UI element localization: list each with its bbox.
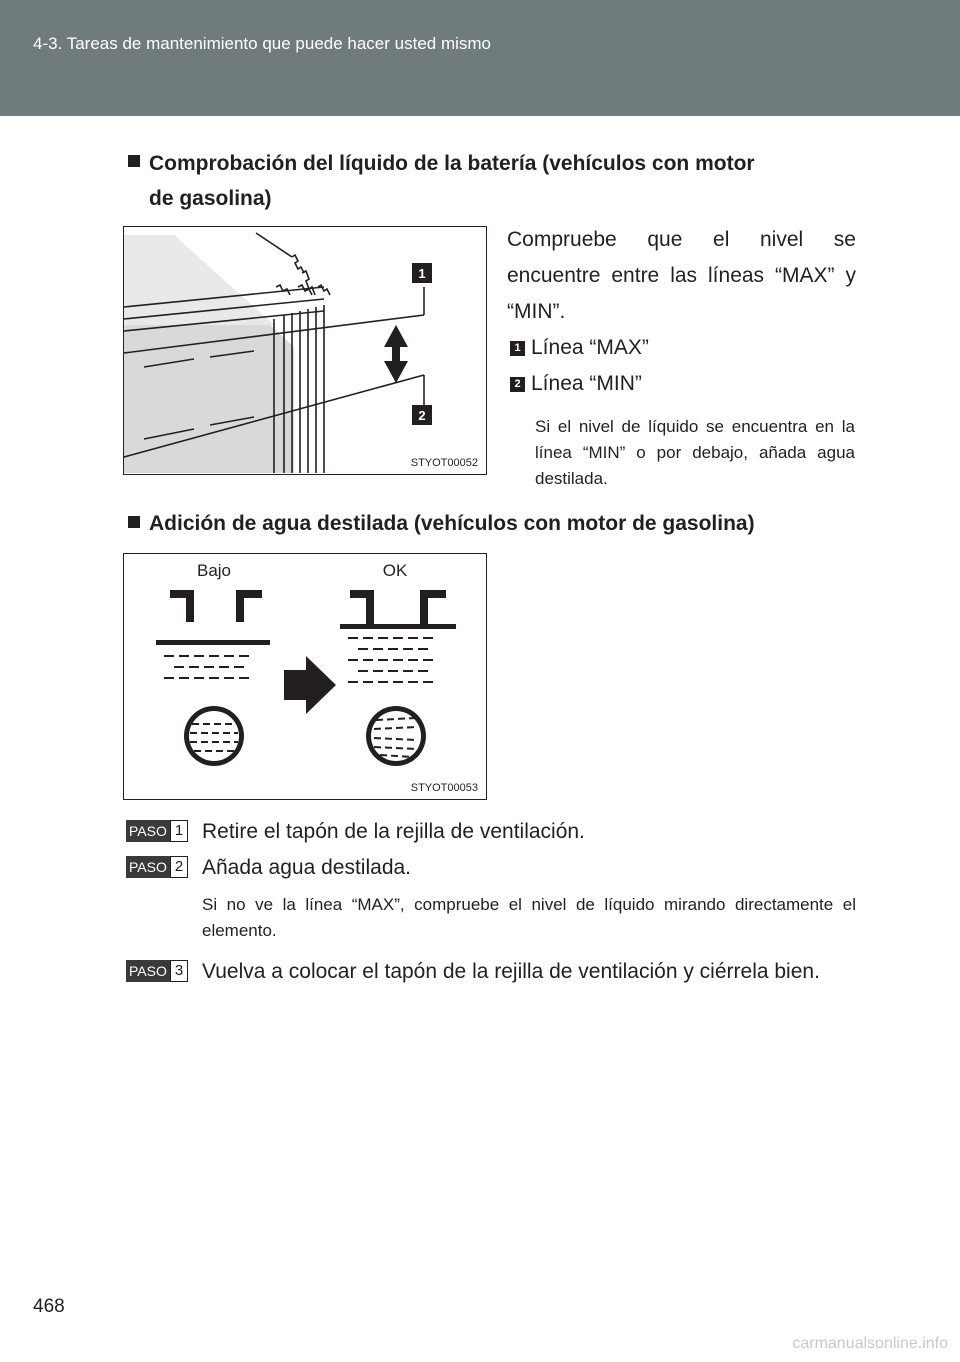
step-2-note: Si no ve la línea “MAX”, compruebe el nivel de líquido mirando directamente el elemento. [202, 895, 856, 940]
callout-2: 2 [418, 408, 426, 423]
step-1-tag: PASO 1 [126, 820, 188, 842]
label-ok: OK [382, 561, 408, 580]
step-3-tag: PASO 3 [126, 960, 188, 982]
water-level-illustration [124, 554, 485, 798]
battery-illustration [124, 227, 485, 473]
section1-intro: Compruebe que el nivel se encuentre entre las líneas “MAX” y “MIN”. [507, 228, 856, 323]
label-low: Bajo [196, 561, 232, 580]
page-number: 468 [33, 1296, 65, 1317]
legend-badge: 1 [510, 341, 525, 356]
watermark: carmanualsonline.info [792, 1335, 948, 1352]
step-3-text: Vuelva a colocar el tapón de la rejilla de ventilación y ciérrela bien. [202, 960, 820, 983]
step-2-text: Añada agua destilada. [202, 856, 412, 879]
section-title: 4-3. Tareas de mantenimiento que puede hacer usted mismo [33, 34, 492, 53]
heading-bullet [128, 155, 140, 167]
section2-heading: Adición de agua destilada (vehículos con motor de gasolina) [149, 512, 755, 535]
legend-label: Línea “MAX” [531, 336, 649, 359]
figure-code: STYOT00053 [410, 782, 478, 794]
legend-item-max [510, 330, 649, 366]
legend-item-min [510, 366, 642, 402]
battery-level-figure [123, 226, 487, 475]
distilled-water-figure [123, 553, 487, 800]
step-1-text: Retire el tapón de la rejilla de ventilación. [202, 820, 585, 843]
callout-1: 1 [418, 266, 426, 281]
legend-badge: 2 [510, 377, 525, 392]
page-header [0, 0, 960, 116]
legend-label: Línea “MIN” [531, 372, 642, 395]
figure-code: STYOT00052 [410, 457, 478, 469]
section1-note: Si el nivel de líquido se encuentra en la línea “MIN” o por debajo, añada agua destilada. [535, 417, 855, 488]
section1-heading-line2: de gasolina) [149, 187, 272, 210]
step-2-tag: PASO 2 [126, 856, 188, 878]
heading-bullet [128, 516, 140, 528]
section1-heading-line1: Comprobación del líquido de la batería (vehículos con motor [149, 152, 755, 175]
